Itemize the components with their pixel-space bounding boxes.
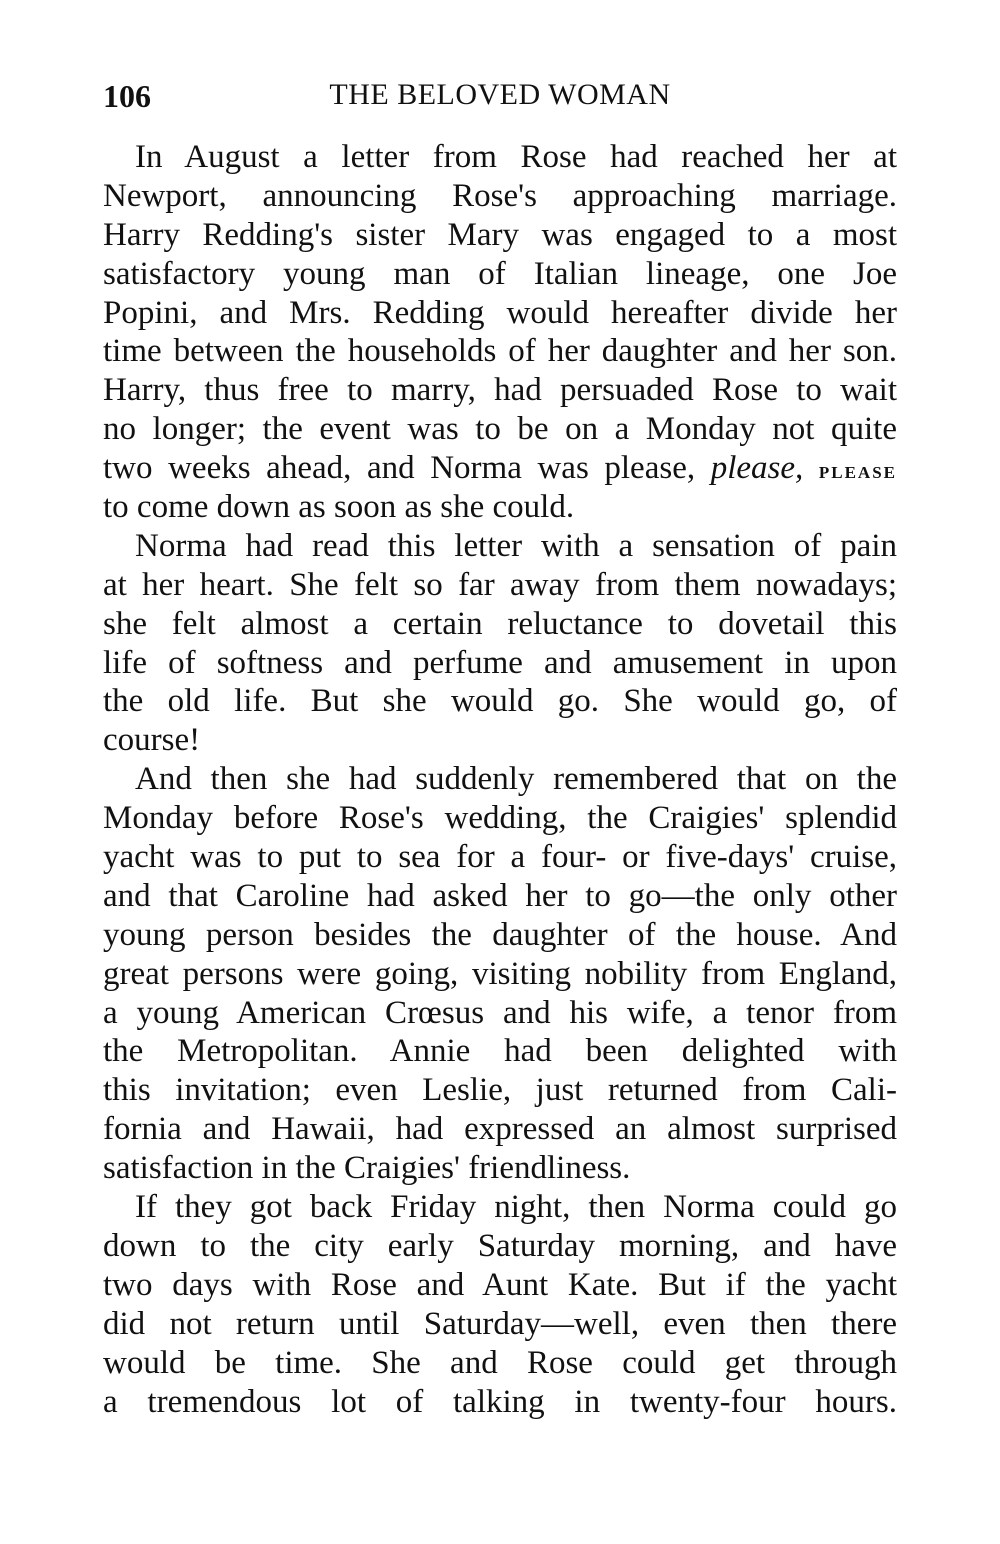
text-line: fornia and Hawaii, had expressed an almost surprised bbox=[103, 1111, 897, 1148]
text-line: and that Caroline had asked her to go—the only other bbox=[103, 877, 897, 914]
running-header bbox=[103, 78, 897, 118]
text-line: Monday before Rose's wedding, the Craigies' splendid bbox=[103, 800, 897, 837]
text-line: life of softness and perfume and amusement in upon bbox=[103, 644, 897, 681]
text-line: would be time. She and Rose could get through bbox=[103, 1344, 897, 1381]
text-line: course! bbox=[103, 722, 201, 759]
text-line: young person besides the daughter of the house. And bbox=[103, 916, 897, 953]
text-line: she felt almost a certain reluctance to dovetail this bbox=[103, 605, 897, 642]
text-line: Newport, announcing Rose's approaching marriage. bbox=[103, 177, 897, 214]
text-line: to come down as soon as she could. bbox=[103, 489, 575, 526]
text-line: two days with Rose and Aunt Kate. But if the yacht bbox=[103, 1266, 897, 1303]
paragraph bbox=[103, 760, 897, 1188]
text-line: the Metropolitan. Annie had been delighted with bbox=[103, 1033, 897, 1070]
text-line: at her heart. She felt so far away from them nowadays; bbox=[103, 566, 897, 603]
small-caps-text: please bbox=[818, 458, 898, 485]
text-line: yacht was to put to sea for a four- or five-days' cruise, bbox=[103, 839, 897, 876]
text-line: If they got back Friday night, then Norma could go bbox=[135, 1189, 897, 1226]
text-line: Norma had read this letter with a sensation of pain bbox=[135, 527, 897, 564]
running-title: THE BELOVED WOMAN bbox=[329, 78, 671, 111]
text-line: great persons were going, visiting nobility from England, bbox=[103, 955, 897, 992]
text-line: satisfactory young man of Italian lineage, one Joe bbox=[103, 255, 897, 292]
text-line: the old life. But she would go. She would go, of bbox=[103, 683, 897, 720]
text-line: Harry Redding's sister Mary was engaged to a most bbox=[103, 216, 897, 253]
text-line: a tremendous lot of talking in twenty-four hours. bbox=[103, 1383, 897, 1420]
text-line: no longer; the event was to be on a Monday not quite bbox=[103, 411, 897, 448]
text-line: In August a letter from Rose had reached her at bbox=[135, 139, 897, 175]
text-line: a young American Crœsus and his wife, a tenor from bbox=[103, 994, 897, 1031]
page-body bbox=[103, 138, 897, 1421]
paragraph bbox=[103, 138, 897, 527]
text-line bbox=[103, 449, 897, 488]
text-line: did not return until Saturday—well, even then there bbox=[103, 1305, 897, 1342]
paragraph bbox=[103, 1188, 897, 1421]
text-segment: two weeks ahead, and Norma was please, bbox=[103, 450, 711, 487]
text-segment bbox=[803, 450, 819, 486]
text-line: Harry, thus free to marry, had persuaded Rose to wait bbox=[103, 372, 897, 409]
page-number: 106 bbox=[103, 78, 151, 114]
text-line: And then she had suddenly remembered that on the bbox=[135, 761, 897, 798]
text-line: time between the households of her daughter and her son. bbox=[103, 333, 897, 370]
text-line: Popini, and Mrs. Redding would hereafter divide her bbox=[103, 294, 897, 331]
text-line: this invitation; even Leslie, just returned from Cali- bbox=[103, 1072, 897, 1109]
text-line: satisfaction in the Craigies' friendliness. bbox=[103, 1150, 631, 1187]
italic-text: please, bbox=[710, 450, 804, 487]
paragraph bbox=[103, 527, 897, 760]
text-line: down to the city early Saturday morning, and have bbox=[103, 1227, 897, 1264]
